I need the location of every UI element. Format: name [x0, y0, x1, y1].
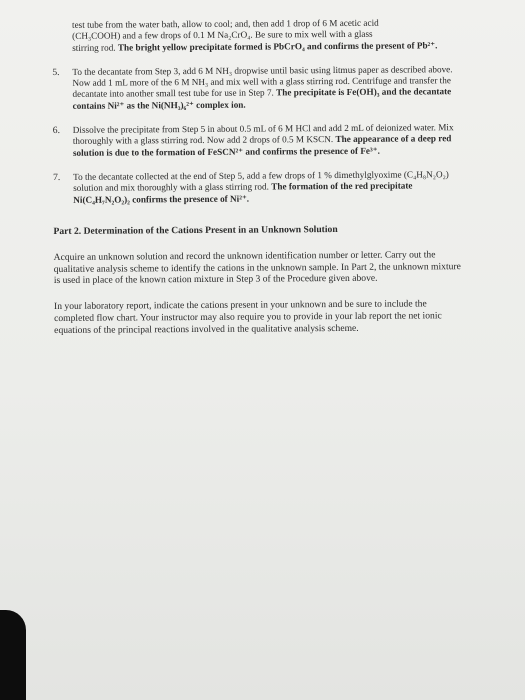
step-5 [52, 64, 462, 112]
step-conclusion: The bright yellow precipitate formed is PbCrO₄ and confirms the present of Pb²⁺. [117, 39, 438, 53]
step-4-continued [52, 17, 462, 54]
step-text: stirring rod. [72, 42, 116, 53]
step-text: (CH₃COOH) and a few drops of 0.1 M Na₂CrO₄. Be sure to mix well with a glass [72, 29, 373, 42]
step-conclusion: The appearance of a deep red solution is due to the formation of FeSCN²⁺ and confirms the presence of Fe³⁺. [72, 133, 452, 158]
part-2-paragraph-1: Acquire an unknown solution and record the unknown identification number or letter. Carry out the qualitative analysis scheme to identify the cations in the unknown sample. In Part 2, the unknown mixture is used in place of the known cation mixture in Step 3 of the Procedure given above. [53, 249, 461, 287]
step-text: test tube from the water bath, allow to cool; and, then add 1 drop of 6 M acetic acid [71, 17, 379, 30]
page-content [52, 17, 464, 350]
step-number: 5. [52, 66, 60, 78]
step-number: 7. [53, 171, 61, 183]
step-number: 6. [52, 125, 61, 137]
part-2-paragraph-2: In your laboratory report, indicate the cations present in your unknown and be sure to include the completed flow chart. Your instructor may also require you to provide in your lab report the net ionic equations of the principal reactions involved in the qualitative analysis scheme. [53, 298, 442, 336]
step-conclusion: The formation of the red precipitate Ni(C₄H₇N₂O₂)₂ confirms the presence of Ni²⁺. [73, 180, 413, 205]
step-6 [53, 122, 463, 159]
step-7 [53, 169, 463, 206]
page-edge-shadow [0, 610, 26, 700]
part-2-heading: Part 2. Determination of the Cations Present in an Unknown Solution [53, 223, 338, 237]
step-conclusion: The precipitate is Fe(OH)₃ and the decantate contains Ni²⁺ as the Ni(NH₃)₆²⁺ complex ion. [72, 86, 452, 111]
step-text: Dissolve the precipitate from Step 5 in about 0.5 mL of 6 M HCl and add 2 mL of deionized water. Mix thoroughly with a glass stirring rod. Now add 2 drops of 0.5 M KSCN. [72, 122, 454, 147]
step-text: To the decantate from Step 3, add 6 M NH₃ dropwise until basic using litmus paper as described above. Now add 1 mL more of the 6 M NH₃ and mix well with a glass stirring rod. Centrifuge and transfer the decantate into another small test tube for use in Step 7. [72, 64, 453, 100]
step-text: To the decantate collected at the end of Step 5, add a few drops of 1 % dimethylglyoxime (C₄H₈N₂O₂) solution and mix thoroughly with a glass stirring rod. [73, 169, 449, 194]
